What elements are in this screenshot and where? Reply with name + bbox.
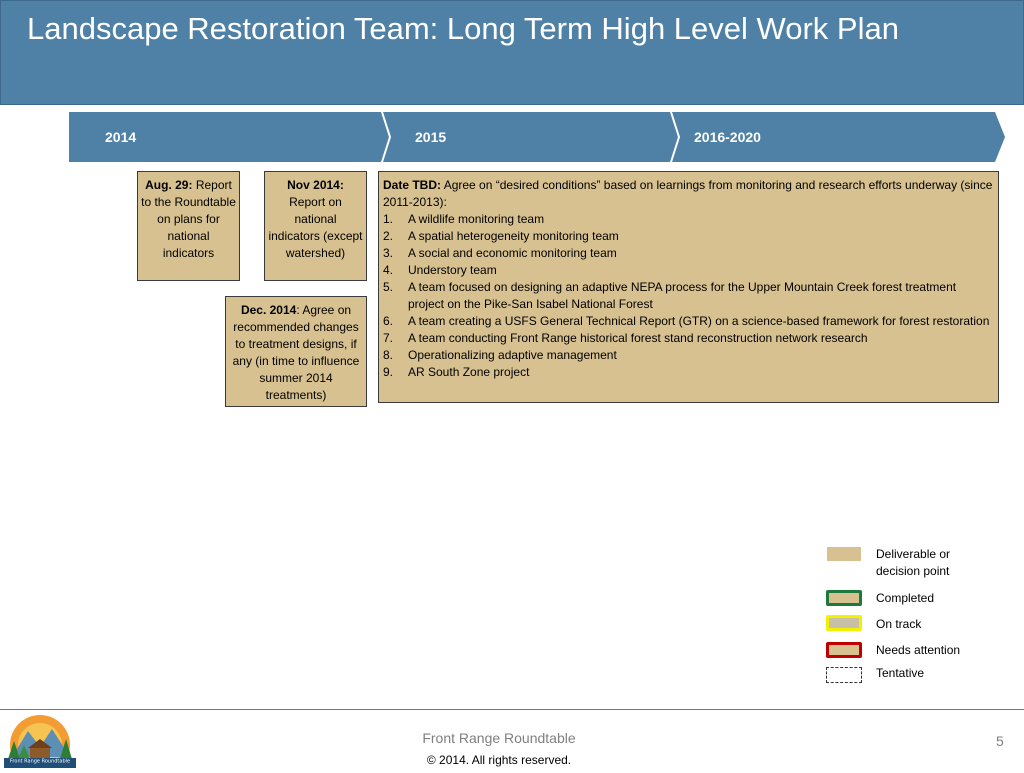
list-item: 7. A team conducting Front Range historical forest stand reconstruction network research	[383, 331, 868, 345]
date-tbd-text: Agree on “desired conditions” based on learnings from monitoring and research efforts underway (since 2011-2013):	[383, 178, 993, 209]
date-tbd-list	[383, 211, 994, 381]
dec-2014-date: Dec. 2014	[240, 303, 297, 317]
list-item: 5. A team focused on designing an adaptive NEPA process for the Upper Mountain Creek forest treatment project on the Pike-San Isabel National Forest	[383, 280, 957, 311]
timeline-label-2015: 2015	[415, 129, 447, 145]
legend-label-tentative: Tentative	[876, 666, 925, 680]
legend-swatch-on-track	[826, 615, 862, 631]
footer-divider	[0, 709, 1024, 710]
timeline-label-2016-2020: 2016-2020	[694, 129, 761, 145]
footer-copyright: © 2014. All rights reserved.	[426, 753, 572, 767]
list-item: 8. Operationalizing adaptive management	[383, 348, 617, 362]
list-item: 1. A wildlife monitoring team	[383, 212, 545, 226]
list-item: 2. A spatial heterogeneity monitoring team	[383, 229, 619, 243]
date-tbd-intro	[383, 177, 994, 211]
legend-swatch-needs-attention	[826, 642, 862, 658]
nov-2014-date: Nov 2014:	[287, 178, 344, 192]
legend-swatch-completed	[826, 590, 862, 606]
nov-2014-box	[264, 171, 367, 281]
footer-title: Front Range Roundtable	[422, 730, 576, 746]
page-number: 5	[996, 733, 1004, 749]
legend-swatch-deliverable	[827, 547, 861, 561]
list-item: 3. A social and economic monitoring team	[383, 246, 617, 260]
timeline-label-2014: 2014	[105, 129, 137, 145]
list-item: 9. AR South Zone project	[383, 365, 530, 379]
legend-label-on-track: On track	[876, 617, 922, 631]
list-item: 6. A team creating a USFS General Technical Report (GTR) on a science-based framework for forest restoration	[383, 314, 990, 328]
nov-2014-text: Report on national indicators (except watershed)	[268, 195, 363, 260]
aug-29-box	[137, 171, 240, 281]
legend-label-completed: Completed	[876, 591, 935, 605]
list-item: 4. Understory team	[383, 263, 497, 277]
logo-text: Front Range Roundtable	[9, 758, 71, 765]
legend-label-deliverable: Deliverable or decision point	[876, 547, 951, 578]
aug-29-text: Report to the Roundtable on plans for national indicators	[141, 178, 236, 260]
legend-label-needs-attention: Needs attention	[876, 643, 961, 657]
aug-29-date: Aug. 29:	[145, 178, 193, 192]
legend-swatch-tentative	[826, 667, 862, 683]
date-tbd-box	[378, 171, 999, 403]
date-tbd-date: Date TBD:	[383, 178, 442, 192]
slide-title: Landscape Restoration Team: Long Term High Level Work Plan	[27, 11, 899, 46]
dec-2014-box	[225, 296, 367, 407]
dec-2014-text: : Agree on recommended changes to treatment designs, if any (in time to influence summer 2014 treatments)	[232, 303, 360, 402]
